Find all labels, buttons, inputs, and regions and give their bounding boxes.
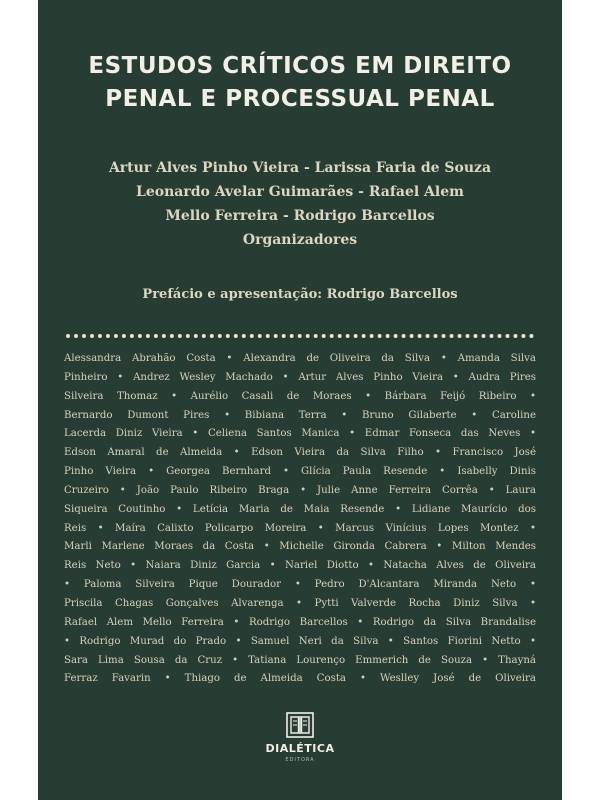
- book-title-line-1: ESTUDOS CRÍTICOS EM DIREITO: [88, 53, 512, 79]
- authors-line: Pinheiro • Andrez Wesley Machado • Artur Alves Pinho Vieira • Audra Pires: [64, 371, 536, 383]
- authors-line: Siqueira Coutinho • Letícia Maria de Maia Resende • Lidiane Maurício dos: [64, 503, 536, 515]
- dotted-divider: [66, 334, 534, 338]
- organizers-line-2: Leonardo Avelar Guimarães - Rafael Alem: [136, 184, 464, 200]
- publisher-logo: [258, 712, 342, 788]
- authors-list: [64, 350, 536, 689]
- book-title: [38, 50, 562, 116]
- organizers-line-1: Artur Alves Pinho Vieira - Larissa Faria de Souza: [108, 160, 492, 176]
- authors-line: Marli Marlene Moraes da Costa • Michelle Gironda Cabrera • Milton Mendes: [64, 541, 536, 553]
- authors-line: Cruzeiro • João Paulo Ribeiro Braga • Julie Anne Ferreira Corrêa • Laura: [64, 484, 536, 496]
- authors-line: Edson Amaral de Almeida • Edson Vieira da Silva Filho • Francisco José: [64, 447, 536, 459]
- authors-line: Priscila Chagas Gonçalves Alvarenga • Pytti Valverde Rocha Diniz Silva •: [64, 597, 536, 609]
- organizers-line-3: Mello Ferreira - Rodrigo Barcellos: [165, 208, 435, 224]
- publisher-subtitle: EDITORA: [285, 757, 315, 763]
- authors-line: Bernardo Dumont Pires • Bibiana Terra • Bruno Gilaberte • Caroline: [64, 409, 536, 421]
- authors-line: Alessandra Abrahão Costa • Alexandra de Oliveira da Silva • Amanda Silva: [64, 353, 536, 364]
- authors-line: Pinho Vieira • Georgea Bernhard • Glícia Paula Resende • Isabelly Dinis: [64, 466, 536, 478]
- authors-line: Lacerda Diniz Vieira • Celiena Santos Manica • Edmar Fonseca das Neves •: [64, 428, 536, 440]
- authors-line: Sara Lima Sousa da Cruz • Tatiana Lourenço Emmerich de Souza • Thayná: [64, 654, 536, 666]
- book-title-line-2: PENAL E PROCESSUAL PENAL: [105, 86, 495, 112]
- preface-credit: Prefácio e apresentação: Rodrigo Barcellos: [142, 287, 458, 302]
- authors-line: Ferraz Favarin • Thiago de Almeida Costa • Weslley José de Oliveira: [64, 673, 536, 685]
- authors-line: • Paloma Silveira Pique Dourador • Pedro D'Alcantara Miranda Neto •: [64, 579, 536, 591]
- organizers-role: Organizadores: [242, 232, 358, 248]
- authors-line: Rafael Alem Mello Ferreira • Rodrigo Barcellos • Rodrigo da Silva Brandalise: [64, 616, 536, 628]
- authors-line: • Rodrigo Murad do Prado • Samuel Neri da Silva • Santos Fiorini Netto •: [64, 635, 536, 647]
- publisher-name: DIALÉTICA: [265, 742, 335, 755]
- authors-line: Silveira Thomaz • Aurélio Casali de Moraes • Bárbara Feijó Ribeiro •: [64, 390, 536, 402]
- authors-line: Reis • Maíra Calixto Policarpo Moreira • Marcus Vinícius Lopes Montez •: [64, 522, 536, 534]
- organizers-block: [38, 156, 562, 252]
- book-icon: [286, 712, 314, 738]
- book-cover: [38, 0, 562, 800]
- authors-line: Reis Neto • Naiara Diniz Garcia • Nariel Diotto • Natacha Alves de Oliveira: [64, 560, 536, 572]
